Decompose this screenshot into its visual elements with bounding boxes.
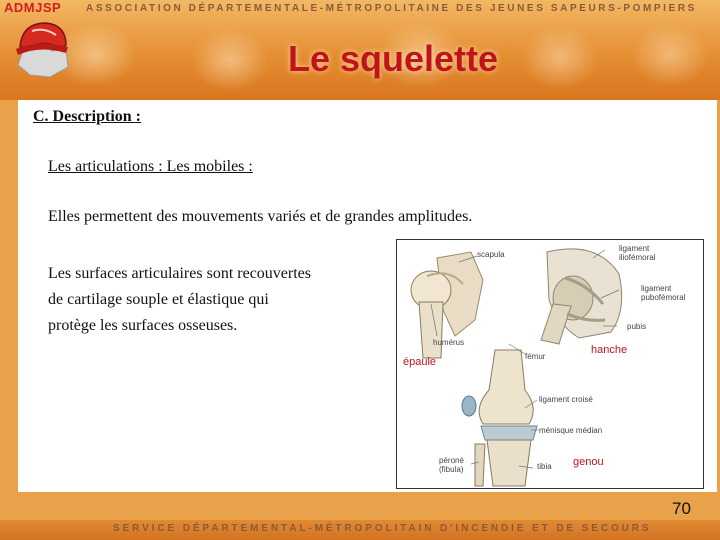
footer-organization: SERVICE DÉPARTEMENTAL-MÉTROPOLITAIN D'INCENDIE ET DE SECOURS (113, 523, 652, 534)
label-tibia: tibia (537, 462, 552, 471)
content-panel (18, 100, 717, 492)
label-line: ligament (619, 244, 650, 253)
brand-name: ADMJSP (4, 0, 62, 15)
label-pubis: pubis (627, 322, 647, 331)
association-name: ASSOCIATION DÉPARTEMENTALE-MÉTROPOLITAINE DES JEUNES SAPEURS-POMPIERS (86, 3, 697, 14)
label-line: péroné (439, 456, 464, 465)
label-femur: fémur (525, 352, 546, 361)
paragraph-movements: Elles permettent des mouvements variés et de grandes amplitudes. (48, 208, 473, 225)
joints-illustration (397, 240, 703, 488)
label-line: (fibula) (439, 465, 464, 474)
label-ligament-pubofemoral (641, 284, 685, 302)
footer-banner (0, 520, 720, 540)
label-perone (439, 456, 464, 474)
label-line: pubofémoral (641, 293, 686, 302)
label-humerus: humérus (433, 338, 465, 347)
page-number: 70 (672, 499, 691, 518)
label-ligament-croise: ligament croisé (539, 395, 593, 404)
paragraph-line: de cartilage souple et élastique qui (48, 291, 269, 308)
hip-joint-drawing (541, 249, 622, 344)
knee-joint-drawing (462, 350, 537, 486)
page-title: Le squelette (287, 38, 499, 79)
caption-hip: hanche (591, 344, 628, 356)
joints-figure (396, 239, 704, 489)
label-menisque: ménisque médian (539, 426, 603, 435)
label-ligament-iliofemoral (619, 244, 655, 262)
paragraph-line: Les surfaces articulaires sont recouvertes (48, 265, 311, 282)
header-banner (0, 0, 720, 100)
section-heading: C. Description : (33, 108, 141, 125)
label-scapula: scapula (477, 250, 505, 259)
label-line: ligament (641, 284, 672, 293)
subsection-heading: Les articulations : Les mobiles : (48, 158, 253, 175)
caption-shoulder: épaule (403, 356, 437, 368)
paragraph-cartilage (48, 261, 388, 339)
caption-knee: genou (573, 456, 604, 468)
label-line: iliofémoral (619, 253, 656, 262)
paragraph-line: protège les surfaces osseuses. (48, 317, 238, 334)
